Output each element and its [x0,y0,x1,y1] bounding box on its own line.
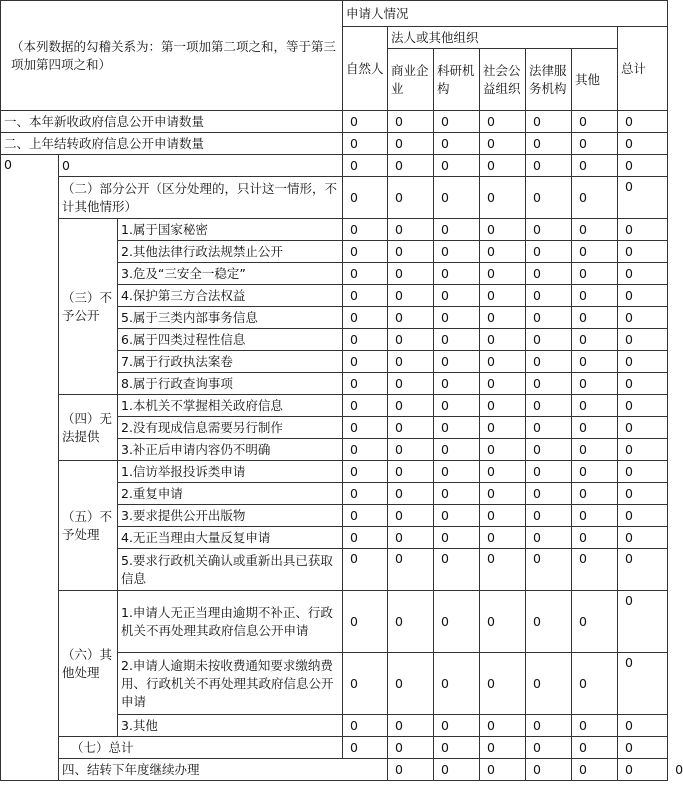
cell-value: 0 [388,591,434,653]
cell-value: 0 [480,505,526,527]
cell-value: 0 [618,439,668,461]
cell-value: 0 [618,177,668,219]
item-other-handling: 2.申请人逾期未按收费通知要求缴纳费用、行政机关不再处理其政府信息公开申请 [118,653,343,715]
cell-value: 0 [480,155,526,177]
cell-value: 0 [526,219,572,241]
legal-service-header: 法律服务机构 [526,49,572,111]
cell-value: 0 [618,351,668,373]
section-three-label: 0 [1,155,59,781]
government-info-table: （本列数据的勾稽关系为：第一项加第二项之和，等于第三项加第四项之和） 申请人情况 自然人 法人或其他组织 总计 商业企业 科研机构 社会公益组织 法律服务机构 其他 一、本年新收政府信息公开申请数量 0 0 0 0 0 0 0 二、上年结转政府信息公开申请数量 0 0 0 0 0 0 0 0 0 0 0 0 0 0 0 0 （二）部分公开（区分处理的，只计这一情形，不计其他情形） 0 0 0 0 0 0 0 （三）不予公开 1.属于国家秘密 0 0 0 0 0 0 0 2.其他法律行政法规禁止公开 0 0 0 0 0 0 0 3.危及“三安全一稳定” 0 0 0 0 0 0 0 4.保护第三方合法权益 0 0 0 0 0 0 0 5.属于三类内部事务信息 0 0 0 0 0 0 0 6.属于四类过程性信息 0 0 0 0 0 0 0 7.属于行政执法案卷 0 0 0 0 0 0 0 8.属于行政查询事项 0 0 0 0 0 0 0 （四）无法提供 1.本机关不掌握相关政府信息 0 0 0 0 0 0 0 2.没有现成信息需要另行制作 0 0 0 0 0 0 0 3.补正后申请内容仍不明确 0 0 0 0 0 0 0 （五）不予处理 1.信访举报投诉类申请 0 0 0 0 0 0 0 2.重复申请 0 0 0 0 0 0 0 3.要求提供公开出版物 0 0 0 0 0 0 0 4.无正当理由大量反复申请 0 0 0 0 0 0 0 5.要求行政机关确认或重新出具已获取信息 0 0 0 0 0 0 0 （六）其他处理 1.申请人无正当理由逾期不补正、行政机关不再处理其政府信息公开申请 0 0 0 0 0 0 0 2.申请人逾期未按收费通知要求缴纳费用、行政机关不再处理其政府信息公开申请 0 0 0 0 0 0 0 3.其他 0 0 0 0 0 0 0 （七）总计 0 0 0 0 0 0 0 四、结转下年度继续办理 0 0 0 0 0 0 0 [0,0,668,781]
cell-value: 0 [618,285,668,307]
cell-value: 0 [618,461,668,483]
cell-value: 0 [343,417,388,439]
cell-value: 0 [618,373,668,395]
cell-value: 0 [434,527,480,549]
cell-value: 0 [480,219,526,241]
cell-value: 0 [434,653,480,715]
cell-value: 0 [388,737,434,759]
item-not-processed: 3.要求提供公开出版物 [118,505,343,527]
cell-value: 0 [480,737,526,759]
cell-value: 0 [572,759,618,781]
cell-value: 0 [434,759,480,781]
cell-value: 0 [618,417,668,439]
cell-value: 0 [388,461,434,483]
cell-value: 0 [618,395,668,417]
item-not-processed: 1.信访举报投诉类申请 [118,461,343,483]
item-not-processed: 2.重复申请 [118,483,343,505]
cell-value: 0 [526,111,572,133]
cell-value: 0 [343,219,388,241]
cell-value: 0 [388,527,434,549]
cell-value: 0 [434,307,480,329]
cell-value: 0 [572,591,618,653]
cell-value: 0 [388,483,434,505]
cell-value: 0 [343,111,388,133]
cell-value: 0 [618,549,668,591]
cell-value: 0 [526,505,572,527]
cell-value: 0 [343,241,388,263]
item-cannot-provide: 1.本机关不掌握相关政府信息 [118,395,343,417]
cell-value: 0 [526,307,572,329]
cell-value: 0 [618,111,668,133]
cell-value: 0 [434,219,480,241]
cell-value: 0 [343,653,388,715]
cell-value: 0 [618,263,668,285]
cell-value: 0 [343,263,388,285]
cell-value: 0 [343,483,388,505]
cell-value: 0 [526,417,572,439]
cell-value: 0 [434,329,480,351]
item-not-processed: 5.要求行政机关确认或重新出具已获取信息 [118,549,343,591]
cell-value: 0 [526,263,572,285]
cell-value: 0 [388,285,434,307]
cell-value: 0 [388,307,434,329]
cell-value: 0 [480,483,526,505]
cell-value: 0 [526,373,572,395]
cell-value: 0 [572,527,618,549]
cell-value: 0 [572,715,618,737]
item-cannot-provide: 3.补正后申请内容仍不明确 [118,439,343,461]
cell-value: 0 [526,591,572,653]
cell-value: 0 [480,307,526,329]
cell-value: 0 [526,133,572,155]
cell-value: 0 [572,241,618,263]
item-other-handling: 1.申请人无正当理由逾期不补正、行政机关不再处理其政府信息公开申请 [118,591,343,653]
cell-value: 0 [434,549,480,591]
cell-value: 0 [572,737,618,759]
item-not-public: 4.保护第三方合法权益 [118,285,343,307]
cell-value: 0 [480,133,526,155]
cell-value: 0 [572,373,618,395]
cell-value: 0 [572,263,618,285]
item-cannot-provide: 2.没有现成信息需要另行制作 [118,417,343,439]
cell-value: 0 [572,111,618,133]
cell-value: 0 [480,527,526,549]
cell-value: 0 [388,439,434,461]
cell-value: 0 [526,549,572,591]
cell-value: 0 [618,591,668,653]
cell-value: 0 [526,241,572,263]
item-not-public: 7.属于行政执法案卷 [118,351,343,373]
cell-value: 0 [434,263,480,285]
cell-value: 0 [526,461,572,483]
cell-value: 0 [526,177,572,219]
item-not-public: 2.其他法律行政法规禁止公开 [118,241,343,263]
cell-value: 0 [572,549,618,591]
cell-value: 0 [618,155,668,177]
cell-value: 0 [526,653,572,715]
cell-value: 0 [434,111,480,133]
cell-value: 0 [618,737,668,759]
cell-value: 0 [572,417,618,439]
cell-value: 0 [388,395,434,417]
social-welfare-header: 社会公益组织 [480,49,526,111]
cell-value: 0 [526,527,572,549]
cell-value: 0 [618,759,668,781]
applicant-situation-header: 申请人情况 [343,1,668,27]
header-note: （本列数据的勾稽关系为：第一项加第二项之和，等于第三项加第四项之和） [1,1,343,111]
row-public: 0 [59,155,343,177]
cell-value: 0 [343,177,388,219]
cell-value: 0 [480,241,526,263]
cell-value: 0 [343,549,388,591]
cell-value: 0 [480,417,526,439]
cell-value: 0 [480,715,526,737]
cell-value: 0 [480,653,526,715]
cell-value: 0 [618,133,668,155]
cell-value: 0 [388,133,434,155]
cell-value: 0 [480,439,526,461]
cell-value: 0 [480,111,526,133]
cell-value: 0 [572,177,618,219]
natural-person-header: 自然人 [343,27,388,111]
research-header: 科研机构 [434,49,480,111]
cell-value: 0 [343,591,388,653]
commercial-header: 商业企业 [388,49,434,111]
row-partial-public: （二）部分公开（区分处理的，只计这一情形，不计其他情形） [59,177,343,219]
cell-value: 0 [526,737,572,759]
group-not-public: （三）不予公开 [59,219,118,395]
cell-value: 0 [343,133,388,155]
cell-value: 0 [480,177,526,219]
cell-value: 0 [526,351,572,373]
row-total: （七）总计 [59,737,343,759]
cell-value: 0 [572,461,618,483]
item-other-handling: 3.其他 [118,715,343,737]
cell-value: 0 [388,549,434,591]
cell-value: 0 [572,133,618,155]
item-not-public: 5.属于三类内部事务信息 [118,307,343,329]
cell-value: 0 [343,373,388,395]
item-not-public: 8.属于行政查询事项 [118,373,343,395]
cell-value: 0 [618,715,668,737]
cell-value: 0 [618,505,668,527]
cell-value: 0 [526,285,572,307]
cell-value: 0 [572,653,618,715]
cell-value: 0 [618,329,668,351]
cell-value: 0 [434,461,480,483]
cell-value: 0 [480,549,526,591]
group-other-handling: （六）其他处理 [59,591,118,737]
cell-value: 0 [388,417,434,439]
cell-value: 0 [343,155,388,177]
cell-value: 0 [526,155,572,177]
cell-value: 0 [618,527,668,549]
item-not-public: 3.危及“三安全一稳定” [118,263,343,285]
cell-value: 0 [434,591,480,653]
cell-value: 0 [618,241,668,263]
cell-value: 0 [388,653,434,715]
cell-value: 0 [526,483,572,505]
cell-value: 0 [434,505,480,527]
cell-value: 0 [434,715,480,737]
cell-value: 0 [572,505,618,527]
cell-value: 0 [434,133,480,155]
cell-value: 0 [434,395,480,417]
cell-value: 0 [434,177,480,219]
cell-value: 0 [434,417,480,439]
group-not-processed: （五）不予处理 [59,461,118,591]
cell-value: 0 [572,307,618,329]
cell-value: 0 [388,241,434,263]
cell-value: 0 [343,439,388,461]
cell-value: 0 [572,285,618,307]
cell-value: 0 [388,177,434,219]
cell-value: 0 [434,285,480,307]
cell-value: 0 [434,351,480,373]
cell-value: 0 [618,219,668,241]
cell-value: 0 [388,155,434,177]
group-cannot-provide: （四）无法提供 [59,395,118,461]
cell-value: 0 [572,329,618,351]
cell-value: 0 [343,737,388,759]
cell-value: 0 [388,329,434,351]
cell-value: 0 [388,505,434,527]
cell-value: 0 [343,505,388,527]
cell-value: 0 [480,329,526,351]
cell-value: 0 [388,111,434,133]
cell-value: 0 [343,307,388,329]
cell-value: 0 [618,483,668,505]
cell-value: 0 [480,351,526,373]
row-new-applications: 一、本年新收政府信息公开申请数量 [1,111,343,133]
cell-value: 0 [434,483,480,505]
cell-value: 0 [434,241,480,263]
cell-value: 0 [618,307,668,329]
item-not-processed: 4.无正当理由大量反复申请 [118,527,343,549]
cell-value: 0 [572,155,618,177]
cell-value: 0 [480,591,526,653]
cell-value: 0 [434,737,480,759]
cell-value: 0 [343,351,388,373]
cell-value: 0 [572,395,618,417]
cell-value: 0 [388,351,434,373]
cell-value: 0 [388,373,434,395]
cell-value: 0 [480,759,526,781]
cell-value: 0 [572,219,618,241]
cell-value: 0 [434,439,480,461]
row-carry-next-year: 四、结转下年度继续办理 [59,759,388,781]
cell-value: 0 [480,285,526,307]
cell-value: 0 [388,219,434,241]
cell-value: 0 [343,715,388,737]
cell-value: 0 [343,329,388,351]
cell-value: 0 [343,285,388,307]
other-header: 其他 [572,49,618,111]
item-not-public: 1.属于国家秘密 [118,219,343,241]
cell-value: 0 [388,759,434,781]
cell-value: 0 [343,461,388,483]
cell-value: 0 [480,373,526,395]
cell-value: 0 [343,527,388,549]
cell-value: 0 [526,329,572,351]
cell-value: 0 [343,395,388,417]
item-not-public: 6.属于四类过程性信息 [118,329,343,351]
cell-value: 0 [434,155,480,177]
cell-value: 0 [526,715,572,737]
cell-value: 0 [572,351,618,373]
cell-value: 0 [526,759,572,781]
legal-group-header: 法人或其他组织 [388,27,618,49]
cell-value: 0 [526,439,572,461]
cell-value: 0 [480,395,526,417]
cell-value: 0 [526,395,572,417]
cell-value: 0 [572,483,618,505]
row-carried-over: 二、上年结转政府信息公开申请数量 [1,133,343,155]
total-header: 总计 [618,27,668,111]
cell-value: 0 [388,263,434,285]
cell-value: 0 [618,653,668,715]
cell-value: 0 [480,263,526,285]
cell-value: 0 [388,715,434,737]
cell-value: 0 [434,373,480,395]
cell-value: 0 [572,439,618,461]
cell-value: 0 [480,461,526,483]
